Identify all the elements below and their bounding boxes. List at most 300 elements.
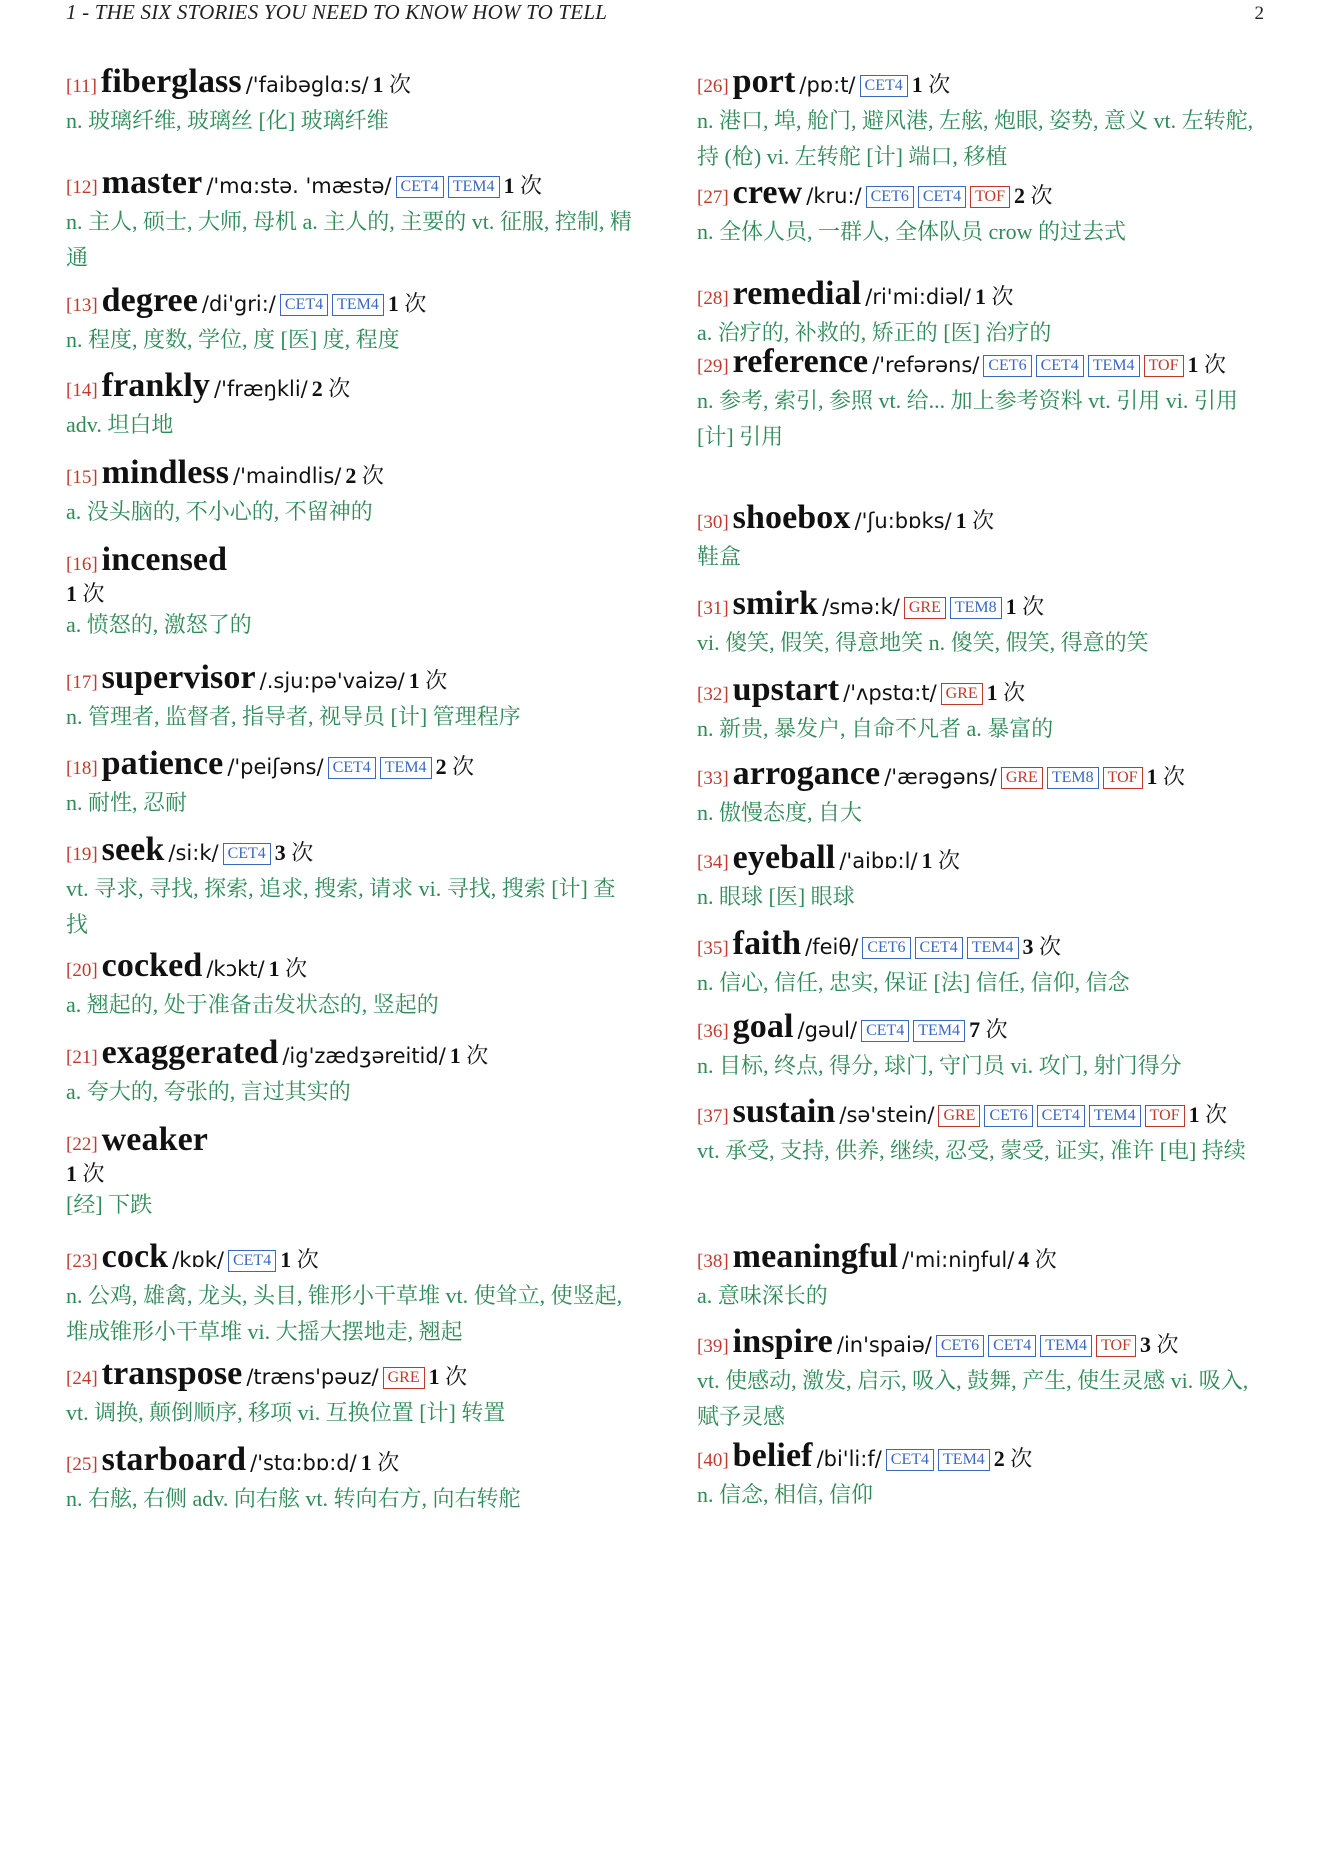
occurrence-count [1006, 594, 1045, 619]
exam-tag-cet6: CET6 [866, 186, 914, 208]
occurrence-count [312, 376, 351, 401]
exam-tag-gre: GRE [941, 683, 983, 705]
definition: vi. 傻笑, 假笑, 得意地笑 n. 傻笑, 假笑, 得意的笑 [697, 629, 1149, 655]
vocab-entry [66, 744, 636, 821]
vocab-entry [697, 173, 1267, 250]
occurrence-count-value: 1 [1146, 764, 1158, 789]
entry-number: [33] [697, 768, 729, 789]
headword: crew [732, 174, 803, 211]
phonetic: /.sju:pə'vaizə/ [259, 669, 405, 693]
occurrence-count [450, 1043, 489, 1068]
entry-number: [25] [66, 1454, 98, 1475]
page-number: 2 [1254, 3, 1264, 24]
entry-number: [32] [697, 684, 729, 705]
occurrence-count [975, 284, 1014, 309]
occurrence-count [1014, 183, 1053, 208]
definition: a. 意味深长的 [697, 1282, 828, 1308]
entry-headline [697, 838, 1267, 879]
occurrence-count-unit: 次 [985, 284, 1014, 309]
exam-tag-tem8: TEM8 [1047, 767, 1099, 789]
phonetic: /pɒ:t/ [799, 73, 856, 97]
entry-headline [697, 498, 1267, 539]
exam-tag-tof: TOF [1096, 1335, 1136, 1357]
entry-number: [31] [697, 598, 729, 619]
entry-headline [697, 1007, 1267, 1048]
occurrence-count-unit: 次 [398, 291, 427, 316]
headword: belief [732, 1437, 813, 1474]
phonetic: /'ʃu:bɒks/ [854, 509, 952, 533]
occurrence-count-value: 2 [435, 754, 447, 779]
occurrence-count-unit: 次 [1029, 1247, 1057, 1272]
occurrence-count [1189, 1102, 1228, 1127]
headword: eyeball [732, 839, 836, 876]
entry-headline [697, 754, 1267, 795]
occurrence-count-unit: 次 [356, 463, 384, 488]
phonetic: /kɒk/ [172, 1248, 224, 1272]
headword: shoebox [732, 499, 851, 536]
definition: a. 治疗的, 补救的, 矫正的 [医] 治疗的 [697, 319, 1052, 345]
definition: vt. 使感动, 激发, 启示, 吸入, 鼓舞, 产生, 使生灵感 vi. 吸入, 赋予灵感 [697, 1367, 1249, 1429]
definition: n. 管理者, 监督者, 指导者, 视导员 [计] 管理程序 [66, 703, 521, 729]
exam-tag-cet6: CET6 [984, 1105, 1032, 1127]
occurrence-count-value: 1 [387, 291, 399, 316]
exam-tag-tem4: TEM4 [1088, 355, 1140, 377]
phonetic: /feiθ/ [805, 935, 859, 959]
occurrence-count [1147, 764, 1186, 789]
phonetic: /'faibəglɑ:s/ [245, 73, 369, 97]
headword: meaningful [732, 1238, 899, 1275]
occurrence-count-unit: 次 [419, 668, 448, 693]
exam-tag-tem4: TEM4 [448, 176, 500, 198]
occurrence-count [922, 848, 961, 873]
definition: n. 眼球 [医] 眼球 [697, 883, 855, 909]
occurrence-count-value: 1 [428, 1364, 440, 1389]
headword: degree [101, 282, 198, 319]
vocab-entry [697, 1092, 1267, 1169]
occurrence-count-value: 1 [268, 956, 280, 981]
occurrence-count-value: 1 [66, 1160, 77, 1186]
occurrence-count-unit: 次 [1033, 934, 1062, 959]
headword: supervisor [101, 659, 256, 696]
definition: n. 信心, 信任, 忠实, 保证 [法] 信任, 信仰, 信念 [697, 969, 1130, 995]
definition: vt. 调换, 颠倒顺序, 移项 vi. 互换位置 [计] 转置 [66, 1399, 506, 1425]
phonetic: /kɔkt/ [206, 957, 265, 981]
phonetic: /træns'pəuz/ [246, 1365, 379, 1389]
occurrence-count-value: 3 [1140, 1332, 1151, 1357]
exam-tag-tof: TOF [1103, 767, 1143, 789]
vocab-entry [697, 1322, 1267, 1435]
occurrence-count [1018, 1247, 1057, 1272]
entry-number: [22] [66, 1134, 98, 1155]
occurrence-count-value: 2 [345, 463, 357, 488]
occurrence-count-unit: 次 [77, 1160, 105, 1186]
headword: patience [101, 745, 224, 782]
occurrence-count [436, 754, 475, 779]
entry-number: [38] [697, 1251, 729, 1272]
headword: frankly [101, 367, 211, 404]
occurrence-count-unit: 次 [383, 72, 412, 97]
headword: weaker [101, 1121, 208, 1158]
occurrence-count [345, 463, 384, 488]
exam-tag-cet6: CET6 [862, 937, 910, 959]
entry-headline [697, 1322, 1267, 1363]
exam-tag-tem4: TEM4 [938, 1449, 990, 1471]
occurrence-count [269, 956, 308, 981]
vocab-entry [697, 1436, 1267, 1513]
entry-number: [19] [66, 844, 98, 865]
exam-tag-tem4: TEM4 [380, 757, 432, 779]
occurrence-count [1140, 1332, 1179, 1357]
occurrence-count-value: 4 [1018, 1247, 1030, 1272]
exam-tag-gre: GRE [904, 597, 946, 619]
entry-headline [697, 584, 1267, 625]
vocab-entry [66, 658, 636, 735]
entry-number: [28] [697, 288, 729, 309]
entry-headline [66, 658, 636, 699]
occurrence-count-value: 1 [1188, 1102, 1200, 1127]
occurrence-count-unit: 次 [1016, 594, 1045, 619]
phonetic: /kru:/ [806, 184, 862, 208]
occurrence-count-value: 1 [1187, 352, 1199, 377]
vocab-entry [697, 62, 1267, 175]
occurrence-count [1023, 934, 1062, 959]
phonetic: /sə'stein/ [839, 1103, 935, 1127]
headword: cocked [101, 947, 203, 984]
entry-headline [697, 1237, 1267, 1278]
definition: a. 愤怒的, 激怒了的 [66, 612, 252, 638]
entry-headline [697, 274, 1267, 315]
phonetic: /'ʌpstɑ:t/ [843, 681, 937, 705]
entry-number: [17] [66, 672, 98, 693]
vocab-entry [697, 498, 1267, 575]
entry-number: [37] [697, 1106, 729, 1127]
entry-number: [14] [66, 380, 98, 401]
exam-tag-gre: GRE [938, 1105, 980, 1127]
definition: n. 目标, 终点, 得分, 球门, 守门员 vi. 攻门, 射门得分 [697, 1052, 1182, 1078]
headword: fiberglass [100, 63, 242, 100]
entry-headline [697, 342, 1267, 383]
vocab-entry [697, 754, 1267, 831]
headword: upstart [732, 671, 840, 708]
vocab-entry [697, 1237, 1267, 1314]
phonetic: /ig'zædʒəreitid/ [282, 1044, 446, 1068]
entry-number: [27] [697, 187, 729, 208]
vocab-entry [66, 366, 636, 443]
vocab-entry [697, 274, 1267, 351]
exam-tag-cet4: CET4 [988, 1335, 1036, 1357]
phonetic: /bi'li:f/ [816, 1447, 882, 1471]
page-header [66, 0, 1264, 28]
entry-headline [697, 1436, 1267, 1477]
entry-headline [697, 924, 1267, 965]
occurrence-count-unit: 次 [1157, 764, 1186, 789]
definition: n. 参考, 索引, 参照 vt. 给... 加上参考资料 vt. 引用 vi. 引用 [计] 引用 [697, 387, 1238, 449]
phonetic: /smə:k/ [822, 595, 900, 619]
entry-headline [66, 163, 636, 204]
entry-headline [697, 670, 1267, 711]
occurrence-count-unit: 次 [439, 1364, 468, 1389]
exam-tag-tof: TOF [1145, 1105, 1185, 1127]
occurrence-count-value: 1 [921, 848, 933, 873]
occurrence-count [388, 291, 427, 316]
entry-number: [20] [66, 960, 98, 981]
exam-tag-cet4: CET4 [328, 757, 376, 779]
occurrence-count-value: 1 [408, 668, 420, 693]
exam-tag-cet4: CET4 [886, 1449, 934, 1471]
entry-number: [34] [697, 852, 729, 873]
occurrence-count [280, 1247, 319, 1272]
exam-tag-cet4: CET4 [228, 1250, 276, 1272]
exam-tag-cet4: CET4 [918, 186, 966, 208]
vocab-entry [66, 946, 636, 1023]
occurrence-count-unit: 次 [1004, 1446, 1033, 1471]
entry-headline [66, 366, 636, 407]
vocab-entry [66, 1033, 636, 1110]
entry-number: [30] [697, 512, 729, 533]
entry-headline [66, 946, 636, 987]
occurrence-count-unit: 次 [922, 72, 951, 97]
entry-headline [66, 1120, 636, 1161]
exam-tag-tem8: TEM8 [950, 597, 1002, 619]
exam-tag-tem4: TEM4 [1089, 1105, 1141, 1127]
headword: incensed [101, 541, 228, 578]
occurrence-count-value: 1 [1005, 594, 1017, 619]
occurrence-count-unit: 次 [291, 1247, 319, 1272]
phonetic: /di'gri:/ [201, 292, 276, 316]
entry-number: [24] [66, 1368, 98, 1389]
entry-number: [23] [66, 1251, 98, 1272]
phonetic: /'refərəns/ [872, 353, 980, 377]
vocab-entry [66, 281, 636, 358]
occurrence-count-value: 2 [1014, 183, 1025, 208]
entry-number: [35] [697, 938, 729, 959]
definition: n. 右舷, 右侧 adv. 向右舷 vt. 转向右方, 向右转舵 [66, 1485, 521, 1511]
headword: arrogance [732, 755, 881, 792]
vocab-entry [66, 1354, 636, 1431]
exam-tag-tof: TOF [970, 186, 1010, 208]
vocab-entry [66, 1440, 636, 1517]
exam-tag-cet4: CET4 [860, 75, 908, 97]
headword: transpose [101, 1355, 243, 1392]
entry-headline [66, 744, 636, 785]
running-head: 1 - THE SIX STORIES YOU NEED TO KNOW HOW TO TELL [66, 0, 608, 24]
occurrence-count-value: 1 [280, 1247, 292, 1272]
phonetic: /'aibɒ:l/ [839, 849, 918, 873]
occurrence-count [66, 581, 105, 606]
occurrence-count-unit: 次 [371, 1450, 400, 1475]
entry-headline [66, 1033, 636, 1074]
headword: sustain [732, 1093, 836, 1130]
entry-headline [66, 540, 636, 581]
occurrence-count-value: 7 [969, 1017, 981, 1042]
exam-tag-tem4: TEM4 [913, 1020, 965, 1042]
phonetic: /gəul/ [797, 1018, 858, 1042]
headword: cock [101, 1238, 169, 1275]
exam-tag-cet4: CET4 [223, 843, 271, 865]
definition: n. 信念, 相信, 信仰 [697, 1481, 874, 1507]
exam-tag-tem4: TEM4 [967, 937, 1019, 959]
definition: n. 全体人员, 一群人, 全体队员 crow 的过去式 [697, 218, 1126, 244]
vocab-entry [697, 584, 1267, 661]
entry-number: [13] [66, 295, 98, 316]
definition: a. 翘起的, 处于准备击发状态的, 竖起的 [66, 991, 439, 1017]
vocab-entry [66, 62, 636, 139]
entry-number: [16] [66, 554, 98, 575]
entry-number: [18] [66, 758, 98, 779]
occurrence-count-unit: 次 [966, 508, 995, 533]
occurrence-count-unit: 次 [460, 1043, 489, 1068]
headword: mindless [101, 454, 230, 491]
headword: master [101, 164, 203, 201]
headword: seek [101, 831, 165, 868]
occurrence-count [1188, 352, 1227, 377]
entry-number: [39] [697, 1336, 729, 1357]
occurrence-count [994, 1446, 1033, 1471]
occurrence-count-unit: 次 [997, 680, 1026, 705]
phonetic: /si:k/ [168, 841, 219, 865]
exam-tag-tem4: TEM4 [332, 294, 384, 316]
occurrence-count [429, 1364, 468, 1389]
phonetic: /'peiʃəns/ [227, 755, 324, 779]
headword: reference [732, 343, 869, 380]
entry-headline [66, 1440, 636, 1481]
phonetic: /'maindlis/ [233, 464, 342, 488]
entry-headline [66, 453, 636, 494]
vocab-entry [66, 540, 636, 643]
occurrence-count-unit: 次 [980, 1017, 1008, 1042]
vocab-entry [697, 924, 1267, 1001]
exam-tag-gre: GRE [383, 1367, 425, 1389]
occurrence-count [969, 1017, 1008, 1042]
occurrence-count-unit: 次 [1198, 352, 1227, 377]
definition: n. 公鸡, 雄禽, 龙头, 头目, 锥形小干草堆 vt. 使耸立, 使竖起, 堆成锥形小干草堆 vi. 大摇大摆地走, 翘起 [66, 1282, 623, 1344]
vocab-entry [66, 830, 636, 943]
occurrence-count-unit: 次 [1199, 1102, 1228, 1127]
occurrence-count [66, 1161, 105, 1186]
phonetic: /'ærəgəns/ [884, 765, 997, 789]
entry-headline [66, 830, 636, 871]
entry-number: [29] [697, 356, 729, 377]
definition: n. 新贵, 暴发户, 自命不凡者 a. 暴富的 [697, 715, 1054, 741]
occurrence-count [409, 668, 448, 693]
entry-headline [66, 281, 636, 322]
occurrence-count-unit: 次 [446, 754, 475, 779]
occurrence-count [987, 680, 1026, 705]
occurrence-count-value: 2 [993, 1446, 1005, 1471]
occurrence-count-value: 1 [986, 680, 998, 705]
entry-number: [36] [697, 1021, 729, 1042]
entry-number: [40] [697, 1450, 729, 1471]
vocab-entry [66, 163, 636, 276]
vocab-entry [697, 670, 1267, 747]
vocab-entry [697, 838, 1267, 915]
entry-headline [697, 1092, 1267, 1133]
occurrence-count-value: 1 [360, 1450, 372, 1475]
headword: exaggerated [101, 1034, 279, 1071]
entry-number: [15] [66, 467, 98, 488]
phonetic: /in'spaiə/ [836, 1333, 932, 1357]
occurrence-count-value: 1 [372, 72, 384, 97]
occurrence-count-unit: 次 [1151, 1332, 1179, 1357]
occurrence-count-unit: 次 [932, 848, 961, 873]
exam-tag-tem4: TEM4 [1040, 1335, 1092, 1357]
exam-tag-cet4: CET4 [280, 294, 328, 316]
exam-tag-gre: GRE [1001, 767, 1043, 789]
occurrence-count-value: 1 [449, 1043, 461, 1068]
occurrence-count-value: 1 [503, 173, 515, 198]
occurrence-count-unit: 次 [285, 840, 314, 865]
occurrence-count [504, 173, 543, 198]
definition: 鞋盒 [697, 543, 742, 569]
occurrence-count-value: 3 [1022, 934, 1034, 959]
phonetic: /ri'mi:diəl/ [865, 285, 971, 309]
definition: vt. 承受, 支持, 供养, 继续, 忍受, 蒙受, 证实, 准许 [电] 持续 [697, 1137, 1246, 1163]
definition: n. 主人, 硕士, 大师, 母机 a. 主人的, 主要的 vt. 征服, 控制, 精通 [66, 208, 632, 270]
headword: goal [732, 1008, 794, 1045]
headword: smirk [732, 585, 819, 622]
definition: n. 程度, 度数, 学位, 度 [医] 度, 程度 [66, 326, 400, 352]
occurrence-count [275, 840, 314, 865]
definition: adv. 坦白地 [66, 411, 174, 437]
occurrence-count [361, 1450, 400, 1475]
definition: n. 傲慢态度, 自大 [697, 799, 863, 825]
occurrence-count-value: 1 [974, 284, 986, 309]
entry-headline [66, 62, 636, 103]
phonetic: /'fræŋkli/ [214, 377, 308, 401]
occurrence-count-unit: 次 [77, 580, 105, 606]
definition: a. 没头脑的, 不小心的, 不留神的 [66, 498, 373, 524]
entry-headline [697, 62, 1267, 103]
entry-headline [66, 1237, 636, 1278]
entry-headline [697, 173, 1267, 214]
occurrence-count [912, 72, 951, 97]
vocab-entry [66, 1120, 636, 1223]
definition: n. 港口, 埠, 舱门, 避风港, 左舷, 炮眼, 姿势, 意义 vt. 左转舵, 持 (枪) vi. 左转舵 [计] 端口, 移植 [697, 107, 1254, 169]
count-line [66, 1161, 636, 1187]
occurrence-count-value: 3 [274, 840, 286, 865]
occurrence-count-value: 1 [911, 72, 923, 97]
entry-number: [11] [66, 76, 97, 97]
phonetic: /'stɑ:bɒ:d/ [250, 1451, 357, 1475]
occurrence-count-unit: 次 [1025, 183, 1053, 208]
exam-tag-cet6: CET6 [983, 355, 1031, 377]
occurrence-count-value: 2 [311, 376, 323, 401]
phonetic: /'mi:niŋful/ [902, 1248, 1015, 1272]
entry-number: [26] [697, 76, 729, 97]
definition: n. 耐性, 忍耐 [66, 789, 188, 815]
definition: vt. 寻求, 寻找, 探索, 追求, 搜索, 请求 vi. 寻找, 搜索 [计] 查找 [66, 875, 616, 937]
exam-tag-tof: TOF [1144, 355, 1184, 377]
count-line [66, 581, 636, 607]
exam-tag-cet4: CET4 [1037, 1105, 1085, 1127]
definition: n. 玻璃纤维, 玻璃丝 [化] 玻璃纤维 [66, 107, 389, 133]
vocab-entry [697, 342, 1267, 455]
entry-headline [66, 1354, 636, 1395]
vocab-entry [697, 1007, 1267, 1084]
exam-tag-cet4: CET4 [396, 176, 444, 198]
exam-tag-cet4: CET4 [861, 1020, 909, 1042]
occurrence-count-value: 1 [955, 508, 967, 533]
definition: a. 夸大的, 夸张的, 言过其实的 [66, 1078, 351, 1104]
entry-number: [12] [66, 177, 98, 198]
vocab-entry [66, 1237, 636, 1350]
headword: starboard [101, 1441, 247, 1478]
headword: port [732, 63, 796, 100]
headword: remedial [732, 275, 862, 312]
occurrence-count-unit: 次 [279, 956, 308, 981]
headword: faith [732, 925, 802, 962]
occurrence-count [956, 508, 995, 533]
